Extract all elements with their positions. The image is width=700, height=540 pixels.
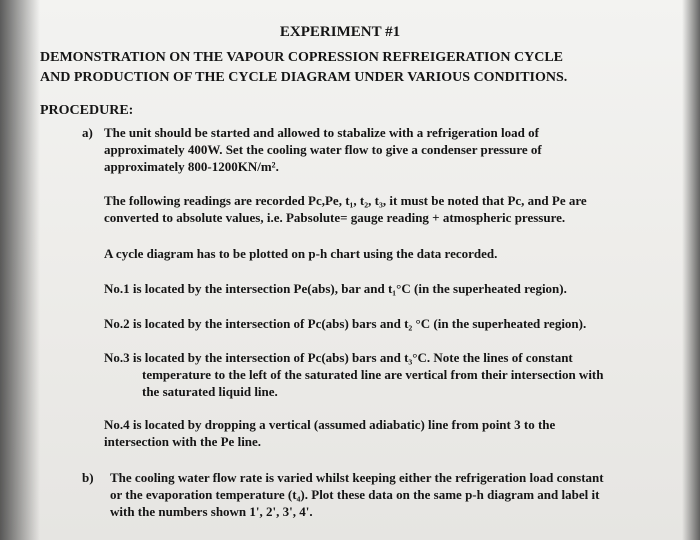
- item-a-line: temperature to the left of the saturated line are vertical from their intersection with: [142, 367, 604, 382]
- item-a-line: intersection with the Pe line.: [104, 434, 262, 449]
- item-a-line: No.3 is located by the intersection of Pc(abs) bars and t₃°C. Note the lines of constant: [104, 350, 573, 365]
- item-a-line: No.1 is located by the intersection Pe(abs), bar and t₁°C (in the superheated region).: [104, 281, 567, 296]
- photo-edge-shadow-right: [682, 0, 700, 540]
- heading-line-1: DEMONSTRATION ON THE VAPOUR COPRESSION REFREIGERATION CYCLE: [40, 50, 564, 65]
- item-a-line: A cycle diagram has to be plotted on p-h chart using the data recorded.: [104, 246, 498, 261]
- item-a-line: converted to absolute values, i.e. Pabsolute= gauge reading + atmospheric pressure.: [104, 210, 566, 225]
- item-a-line: approximately 400W. Set the cooling water flow to give a condenser pressure of: [104, 142, 542, 157]
- item-b-line: or the evaporation temperature (t₄). Plot these data on the same p-h diagram and label it: [110, 487, 600, 502]
- item-a-marker: a): [82, 125, 93, 140]
- item-a-line: No.2 is located by the intersection of Pc(abs) bars and t₂ °C (in the superheated region).: [104, 316, 587, 331]
- procedure-label: PROCEDURE:: [40, 103, 134, 118]
- item-a-line: No.4 is located by dropping a vertical (assumed adiabatic) line from point 3 to the: [104, 417, 556, 432]
- item-b-marker: b): [82, 470, 94, 485]
- item-a-line: the saturated liquid line.: [142, 384, 278, 399]
- document-title: EXPERIMENT #1: [279, 24, 401, 40]
- item-b-line: with the numbers shown 1', 2', 3', 4'.: [110, 504, 313, 519]
- heading-line-2: AND PRODUCTION OF THE CYCLE DIAGRAM UNDER VARIOUS CONDITIONS.: [40, 70, 568, 85]
- item-a-line: approximately 800-1200KN/m².: [104, 159, 279, 174]
- item-a-line: The unit should be started and allowed to stabalize with a refrigeration load of: [104, 125, 539, 140]
- item-b-line: The cooling water flow rate is varied whilst keeping either the refrigeration load constant: [110, 470, 604, 485]
- item-a-line: The following readings are recorded Pc,Pe, t₁, t₂, t₃, it must be noted that Pc, and Pe are: [104, 193, 587, 208]
- photo-edge-shadow-left: [0, 0, 40, 540]
